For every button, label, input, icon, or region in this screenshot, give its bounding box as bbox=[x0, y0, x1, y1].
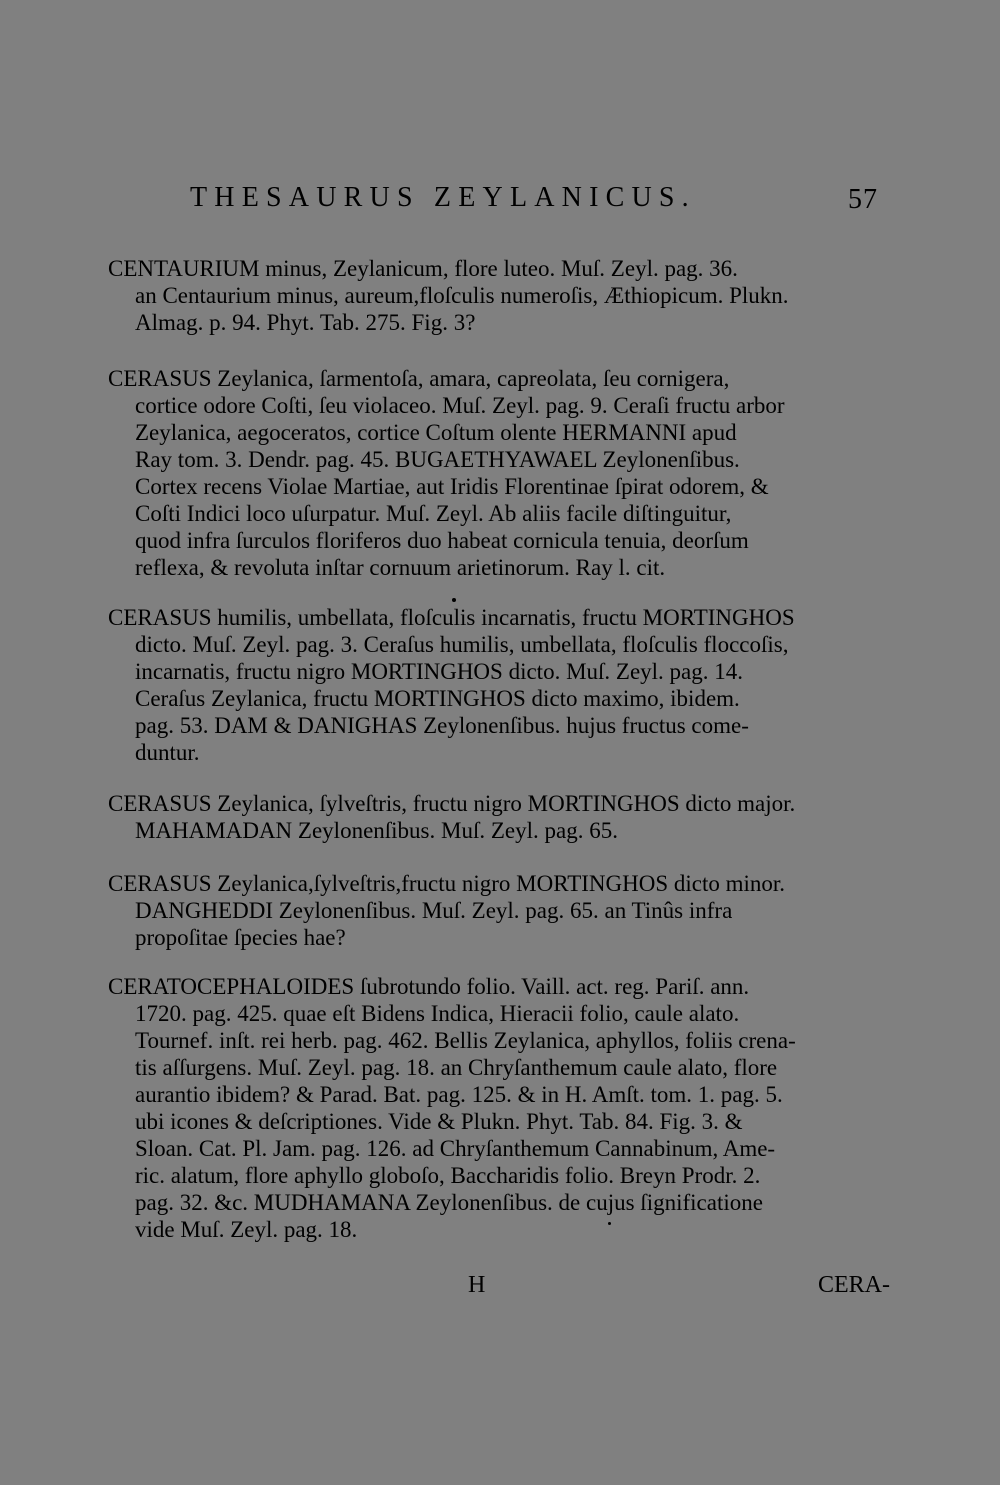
running-header bbox=[190, 182, 890, 222]
entry-line: Sloan. Cat. Pl. Jam. pag. 126. ad Chryſanthemum Cannabinum, Ame- bbox=[135, 1136, 776, 1161]
entry-line: propoſitae ſpecies hae? bbox=[135, 925, 346, 950]
entry-line: Almag. p. 94. Phyt. Tab. 275. Fig. 3? bbox=[135, 310, 476, 335]
entry-cerasus-minor bbox=[108, 870, 898, 951]
entry-line: Cortex recens Violae Martiae, aut Iridis Florentinae ſpirat odorem, & bbox=[135, 474, 769, 499]
entry-line: quod infra ſurculos floriferos duo habeat cornicula tenuia, deorſum bbox=[135, 528, 749, 553]
entry-line: pag. 53. DAM & DANIGHAS Zeylonenſibus. hujus fructus come- bbox=[135, 713, 749, 738]
catchword: CERA- bbox=[818, 1272, 890, 1298]
entry-line: cortice odore Coſti, ſeu violaceo. Muſ. Zeyl. pag. 9. Ceraſi fructu arbor bbox=[135, 393, 785, 418]
entry-line: CERASUS humilis, umbellata, floſculis incarnatis, fructu MORTINGHOS bbox=[108, 605, 795, 630]
entry-centaurium bbox=[108, 255, 898, 336]
entry-line: CERASUS Zeylanica, ſylveſtris, fructu nigro MORTINGHOS dicto major. bbox=[108, 791, 796, 816]
entry-cerasus-zeylanica-sarmentosa bbox=[108, 365, 898, 581]
entry-line: CERASUS Zeylanica,ſylveſtris,fructu nigro MORTINGHOS dicto minor. bbox=[108, 871, 786, 896]
entry-line: tis aſſurgens. Muſ. Zeyl. pag. 18. an Chryſanthemum caule alato, flore bbox=[135, 1055, 778, 1080]
entry-line: vide Muſ. Zeyl. pag. 18. bbox=[135, 1217, 358, 1242]
entry-line: duntur. bbox=[135, 740, 200, 765]
signature-mark: H bbox=[468, 1272, 486, 1298]
entry-line: ric. alatum, flore aphyllo globoſo, Baccharidis folio. Breyn Prodr. 2. bbox=[135, 1163, 761, 1188]
page-number: 57 bbox=[848, 184, 878, 215]
entry-line: reflexa, & revoluta inſtar cornuum arietinorum. Ray l. cit. bbox=[135, 555, 666, 580]
entry-line: Zeylanica, aegoceratos, cortice Coſtum olente HERMANNI apud bbox=[135, 420, 737, 445]
entry-line: incarnatis, fructu nigro MORTINGHOS dicto. Muſ. Zeyl. pag. 14. bbox=[135, 659, 744, 684]
entry-line: Ray tom. 3. Dendr. pag. 45. BUGAETHYAWAEL Zeylonenſibus. bbox=[135, 447, 740, 472]
entry-line: ubi icones & deſcriptiones. Vide & Plukn. Phyt. Tab. 84. Fig. 3. & bbox=[135, 1109, 743, 1134]
entry-line: 1720. pag. 425. quae eſt Bidens Indica, Hieracii folio, caule alato. bbox=[135, 1001, 740, 1026]
entry-line: Tournef. inſt. rei herb. pag. 462. Bellis Zeylanica, aphyllos, foliis crena- bbox=[135, 1028, 796, 1053]
entry-line: aurantio ibidem? & Parad. Bat. pag. 125. & in H. Amſt. tom. 1. pag. 5. bbox=[135, 1082, 783, 1107]
entry-line: Ceraſus Zeylanica, fructu MORTINGHOS dicto maximo, ibidem. bbox=[135, 686, 740, 711]
running-title: THESAURUS ZEYLANICUS. bbox=[190, 182, 696, 213]
entry-line: pag. 32. &c. MUDHAMANA Zeylonenſibus. de cujus ſignificatione bbox=[135, 1190, 763, 1215]
entry-ceratocephaloides bbox=[108, 973, 898, 1243]
entry-line: DANGHEDDI Zeylonenſibus. Muſ. Zeyl. pag. 65. an Tinûs infra bbox=[135, 898, 733, 923]
entry-line: dicto. Muſ. Zeyl. pag. 3. Ceraſus humilis, umbellata, floſculis floccoſis, bbox=[135, 632, 789, 657]
entry-cerasus-humilis bbox=[108, 604, 898, 766]
entry-line: CENTAURIUM minus, Zeylanicum, flore luteo. Muſ. Zeyl. pag. 36. bbox=[108, 256, 738, 281]
entry-line: CERASUS Zeylanica, ſarmentoſa, amara, capreolata, ſeu cornigera, bbox=[108, 366, 730, 391]
entry-line: an Centaurium minus, aureum,floſculis numeroſis, Æthiopicum. Plukn. bbox=[135, 283, 789, 308]
print-speck bbox=[452, 598, 456, 602]
entry-line: CERATOCEPHALOIDES ſubrotundo folio. Vaill. act. reg. Pariſ. ann. bbox=[108, 974, 750, 999]
entry-cerasus-major bbox=[108, 790, 898, 844]
entry-line: Coſti Indici loco uſurpatur. Muſ. Zeyl. Ab aliis facile diſtinguitur, bbox=[135, 501, 732, 526]
print-speck bbox=[608, 1222, 611, 1225]
entry-line: MAHAMADAN Zeylonenſibus. Muſ. Zeyl. pag. 65. bbox=[135, 818, 618, 843]
page-footer bbox=[0, 1272, 1000, 1308]
